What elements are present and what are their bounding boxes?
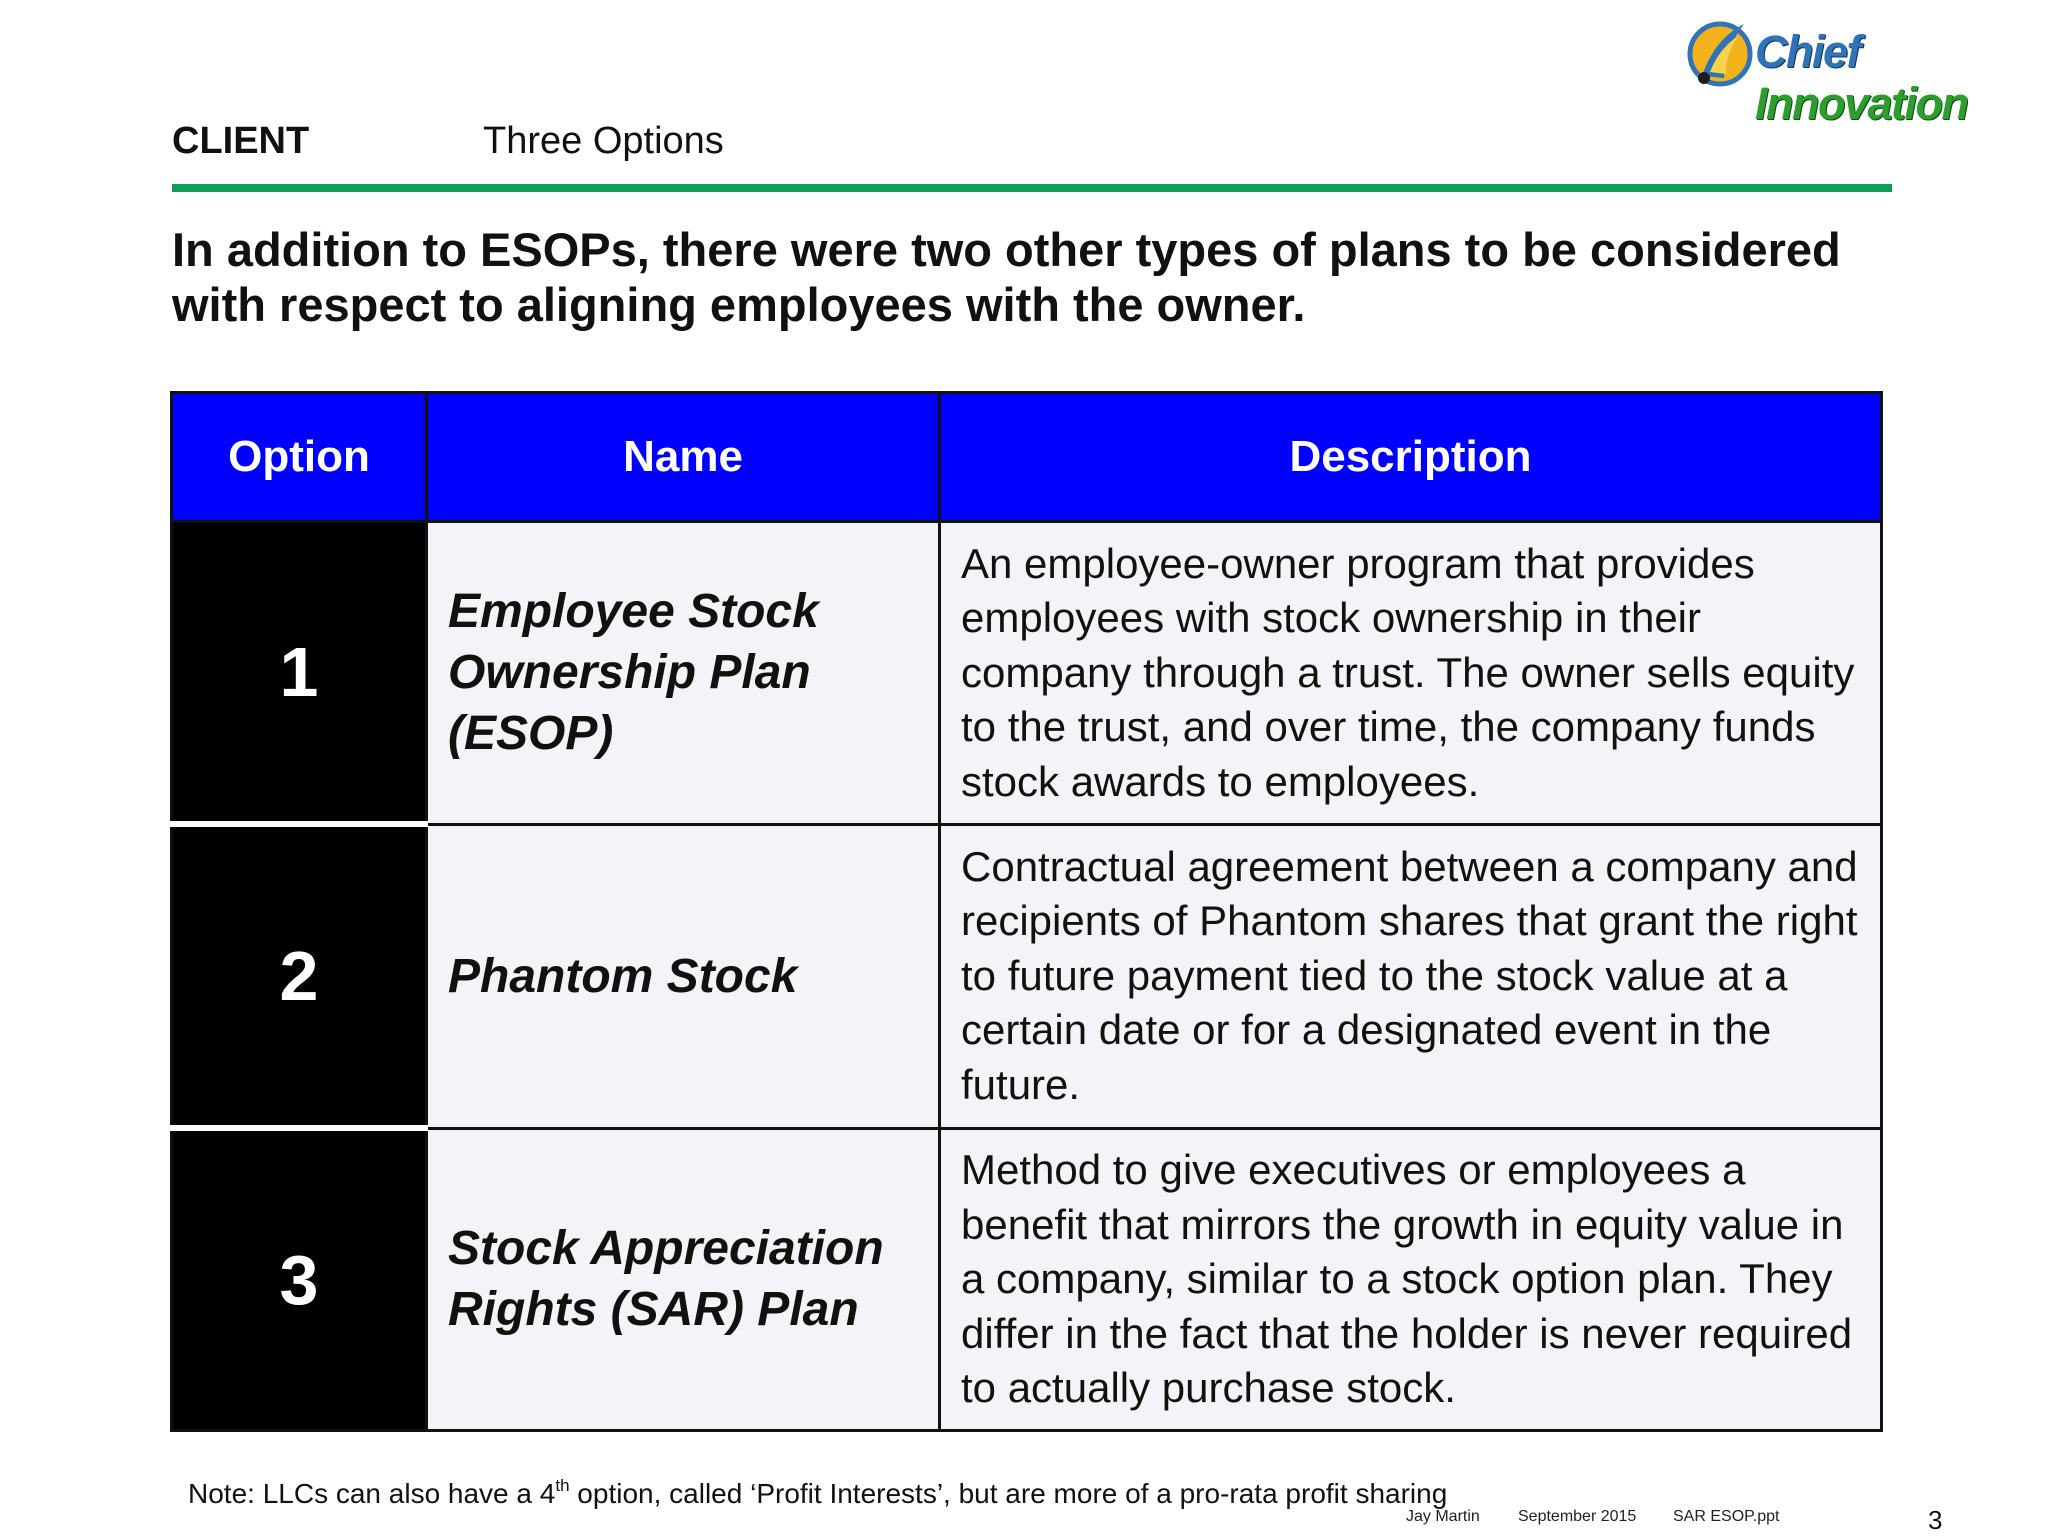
table-row — [172, 824, 1882, 1128]
plan-description: Method to give executives or employees a benefit that mirrors the growth in equity value in a company, similar to a stock option plan. They differ in the fact that the holder is never required to actually purchase stock. — [940, 1128, 1882, 1431]
page-number: 3 — [1928, 1505, 1943, 1535]
footer-date: September 2015 — [1518, 1508, 1637, 1525]
table-row — [172, 522, 1882, 825]
option-number: 1 — [172, 522, 427, 825]
chief-innovation-logo — [1680, 12, 2040, 129]
logo-word-chief: Chief — [1755, 26, 1860, 77]
plan-name: Phantom Stock — [427, 824, 940, 1128]
plan-description: An employee-owner program that provides employees with stock ownership in their company through a trust. The owner sells equity to the trust, and over time, the company funds stock awards to employees. — [940, 522, 1882, 825]
client-label: CLIENT — [172, 120, 310, 162]
plan-name: Employee Stock Ownership Plan (ESOP) — [427, 522, 940, 825]
footnote-superscript: th — [555, 1476, 570, 1495]
option-number: 3 — [172, 1128, 427, 1431]
plan-name: Stock Appreciation Rights (SAR) Plan — [427, 1128, 940, 1431]
logo-word-innovation: Innovation — [1755, 78, 1968, 129]
column-header-description: Description — [940, 393, 1882, 522]
column-header-option: Option — [172, 393, 427, 522]
table-row — [172, 1128, 1882, 1431]
plan-description: Contractual agreement between a company and recipients of Phantom shares that grant the right to future payment tied to the stock value at a certain date or for a designated event in the future. — [940, 824, 1882, 1128]
flame-swoosh-icon — [1680, 12, 1758, 90]
header-divider — [172, 184, 1892, 192]
footnote-suffix: option, called ‘Profit Interests’, but are more of a pro-rata profit sharing — [569, 1478, 1448, 1509]
column-header-name: Name — [427, 393, 940, 522]
options-table — [170, 391, 1883, 1432]
footnote-prefix: Note: LLCs can also have a 4 — [188, 1478, 556, 1509]
footnote — [188, 1478, 1447, 1510]
logo-wordmark — [1755, 26, 2040, 130]
footer-filename: SAR ESOP.ppt — [1673, 1508, 1780, 1525]
slide-headline: In addition to ESOPs, there were two other types of plans to be considered with respect to aligning employees with the owner. — [172, 223, 1841, 331]
footer-author: Jay Martin — [1406, 1508, 1480, 1525]
option-number: 2 — [172, 824, 427, 1128]
section-title: Three Options — [483, 120, 724, 162]
table-header-row — [172, 393, 1882, 522]
